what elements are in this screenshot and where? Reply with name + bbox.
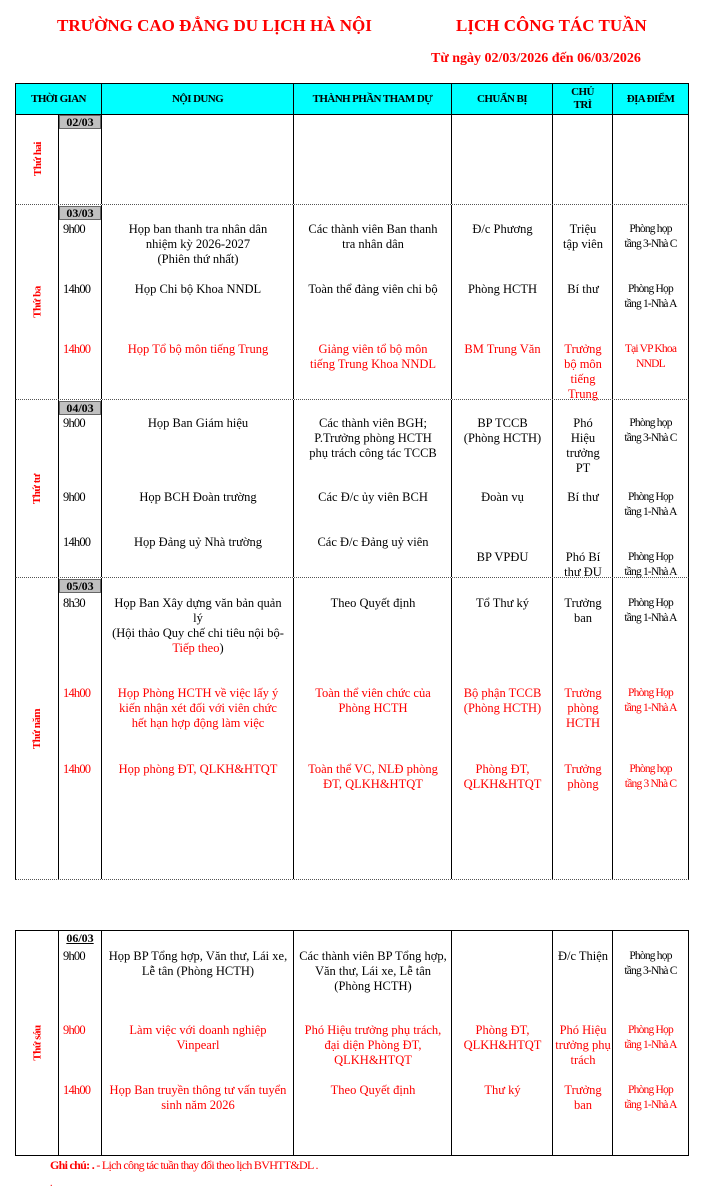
schedule-title: LỊCH CÔNG TÁC TUẦN [456, 16, 647, 35]
time: 8h30 [63, 596, 85, 610]
schedule-row [59, 282, 688, 312]
content [102, 686, 294, 731]
note-label: Ghi chú: . [50, 1158, 95, 1172]
col-location: ĐỊA ĐIỂM [626, 92, 675, 105]
participants: Theo Quyết định [330, 1083, 416, 1097]
time: 14h00 [63, 762, 91, 776]
participants: Theo Quyết định [330, 596, 416, 610]
content [102, 416, 294, 476]
preparation: Bộ phận TCCB (Phòng HCTH) [463, 686, 542, 715]
time: 14h00 [63, 342, 91, 356]
time: 9h00 [63, 1023, 85, 1037]
location: Phòng Họp tầng 1-Nhà A [624, 283, 677, 310]
participants: Giảng viên tổ bộ môn tiếng Trung Khoa NNDL [309, 342, 437, 371]
location: Phòng họp tầng 3-Nhà C [624, 417, 677, 444]
day-date: 06/03 [66, 931, 94, 945]
content [102, 596, 294, 656]
content-text: Họp Tổ bộ môn tiếng Trung [127, 342, 269, 356]
preparation: Thư ký [484, 1083, 521, 1097]
col-content: NỘI DUNG [102, 84, 294, 114]
schedule-row [59, 416, 688, 476]
day-date: 04/03 [59, 401, 101, 415]
day-date: 05/03 [59, 579, 101, 593]
location: Phòng Họp tầng 1-Nhà A [624, 1084, 677, 1111]
schedule-row [59, 762, 688, 792]
time: 9h00 [63, 222, 85, 236]
host: Trưởng ban [564, 596, 602, 625]
location: Phòng họp tầng 3 Nhà C [624, 763, 677, 790]
schedule-row [59, 535, 688, 580]
content [102, 1083, 294, 1113]
preparation: Tổ Thư ký [475, 596, 530, 610]
host: Phó Hiệu trưởng PT [566, 416, 600, 475]
day-name-label: Thứ ba [31, 286, 44, 318]
schedule-row [59, 342, 688, 402]
host: Bí thư [567, 282, 599, 296]
location: Phòng họp tầng 3-Nhà C [624, 223, 677, 250]
participants: Các thành viên BGH; P.Trưởng phòng HCTH phụ trách công tác TCCB [309, 416, 437, 460]
note-text: - Lịch công tác tuần thay đổi theo lịch BVHTT&DL . [94, 1158, 318, 1172]
date-range: Từ ngày 02/03/2026 đến 06/03/2026 [431, 51, 641, 66]
day-block [15, 114, 689, 205]
host: Phó Hiệu trưởng phụ trách [555, 1023, 611, 1067]
col-host: CHỦ TRÌ [553, 84, 613, 114]
location: Phòng Họp tầng 1-Nhà A [624, 597, 677, 624]
participants: Toàn thể đảng viên chi bộ [308, 282, 438, 296]
content-text: Họp Phòng HCTH về việc lấy ý kiến nhận xét đối với viên chức hết hạn hợp động làm việc [117, 686, 279, 730]
schedule-row [59, 1023, 688, 1068]
host: Trưởng bộ môn tiếng Trung [564, 342, 602, 401]
participants: Các Đ/c Đảng uỷ viên [317, 535, 429, 549]
location: Tại VP Khoa NNDL [624, 343, 677, 370]
day-block [15, 400, 689, 578]
preparation: Phòng HCTH [467, 282, 538, 296]
content-text: Họp Ban truyền thông tư vấn tuyển sinh năm 2026 [109, 1083, 287, 1112]
time: 14h00 [63, 535, 91, 549]
note-dot: . [50, 1178, 53, 1189]
day-date: 02/03 [59, 115, 101, 129]
content-text: Họp Ban Giám hiệu [147, 416, 249, 430]
preparation: BM Trung Văn [464, 342, 541, 356]
content-highlight: Tiếp theo [172, 641, 220, 655]
day-block [15, 205, 689, 400]
content-text: Họp Chi bộ Khoa NNDL [134, 282, 262, 296]
content [102, 490, 294, 520]
preparation [452, 949, 553, 994]
col-participants: THÀNH PHẦN THAM DỰ [294, 84, 452, 114]
day-name [16, 400, 59, 577]
footnote [50, 1158, 318, 1173]
preparation: Đoàn vụ [481, 490, 524, 504]
preparation: BP VPĐU [476, 550, 529, 564]
time: 14h00 [63, 1083, 91, 1097]
participants: Các thành viên Ban thanh tra nhân dân [308, 222, 438, 251]
time: 14h00 [63, 686, 91, 700]
host: Phó Bí thư ĐU [564, 550, 602, 579]
host: Trưởng phòng HCTH [564, 686, 602, 730]
host: Bí thư [567, 490, 599, 504]
time: 9h00 [63, 949, 85, 963]
content-text: Làm việc với doanh nghiệp Vinpearl [129, 1023, 267, 1052]
content-text: Họp BCH Đoàn trường [139, 490, 257, 504]
day-name-label: Thứ năm [31, 708, 44, 749]
content-text: Họp ban thanh tra nhân dân nhiệm kỳ 2026-2027 (Phiên thứ nhất) [128, 222, 268, 266]
participants: Các Đ/c ủy viên BCH [318, 490, 428, 504]
schedule-row [59, 1083, 688, 1113]
day-name-label: Thứ hai [31, 142, 44, 176]
content [102, 535, 294, 580]
preparation: BP TCCB (Phòng HCTH) [463, 416, 542, 445]
day-name-label: Thứ sáu [31, 1025, 44, 1061]
schedule-row [59, 596, 688, 656]
content [102, 762, 294, 792]
content-text: Họp Ban Xây dựng văn bản quản lý (Hội thảo Quy chế chi tiêu nội bộ- [112, 596, 284, 640]
day-date: 03/03 [59, 206, 101, 220]
day-name [16, 578, 59, 879]
col-time: THỜI GIAN [16, 84, 102, 114]
participants: Toàn thể viên chức của Phòng HCTH [315, 686, 431, 715]
day-name-label: Thứ tư [31, 473, 44, 504]
participants: Các thành viên BP Tổng hợp, Văn thư, Lái xe, Lễ tân (Phòng HCTH) [299, 949, 447, 993]
day-name [16, 205, 59, 399]
day-name [16, 931, 59, 1155]
host: Triệu tập viên [563, 222, 603, 251]
content [102, 282, 294, 312]
location: Phòng Họp tầng 1-Nhà A [624, 687, 677, 714]
schedule-row [59, 222, 688, 267]
table-header [15, 83, 689, 115]
day-name [16, 114, 59, 204]
location: Phòng họp tầng 3-Nhà C [624, 950, 677, 977]
host: Trưởng phòng [564, 762, 602, 791]
day-block [15, 930, 689, 1156]
content-text: Họp Đảng uỷ Nhà trường [134, 535, 262, 549]
preparation: Đ/c Phương [472, 222, 533, 236]
participants: Phó Hiệu trưởng phụ trách, đại diện Phòng ĐT, QLKH&HTQT [304, 1023, 442, 1067]
day-block [15, 578, 689, 880]
content-text: Họp BP Tổng hợp, Văn thư, Lái xe, Lễ tân (Phòng HCTH) [108, 949, 288, 978]
preparation: Phòng ĐT, QLKH&HTQT [463, 762, 542, 791]
host: Trưởng ban [564, 1083, 602, 1112]
content [102, 1023, 294, 1068]
content-tail: ) [219, 641, 224, 655]
col-prep: CHUẨN BỊ [452, 84, 553, 114]
preparation: Phòng ĐT, QLKH&HTQT [463, 1023, 542, 1052]
schedule-row [59, 949, 688, 994]
school-name: TRƯỜNG CAO ĐẲNG DU LỊCH HÀ NỘI [57, 16, 372, 35]
participants: Toàn thể VC, NLĐ phòng ĐT, QLKH&HTQT [308, 762, 438, 791]
location: Phòng Họp tầng 1-Nhà A [624, 1024, 677, 1051]
schedule-row [59, 490, 688, 520]
time: 9h00 [63, 416, 85, 430]
location: Phòng Họp tầng 1-Nhà A [624, 551, 677, 578]
content [102, 342, 294, 402]
content-text: Họp phòng ĐT, QLKH&HTQT [118, 762, 278, 776]
location: Phòng Họp tầng 1-Nhà A [624, 491, 677, 518]
time: 9h00 [63, 490, 85, 504]
schedule-row [59, 686, 688, 731]
content [102, 949, 294, 994]
host: Đ/c Thiện [557, 949, 609, 963]
time: 14h00 [63, 282, 91, 296]
content [102, 222, 294, 267]
